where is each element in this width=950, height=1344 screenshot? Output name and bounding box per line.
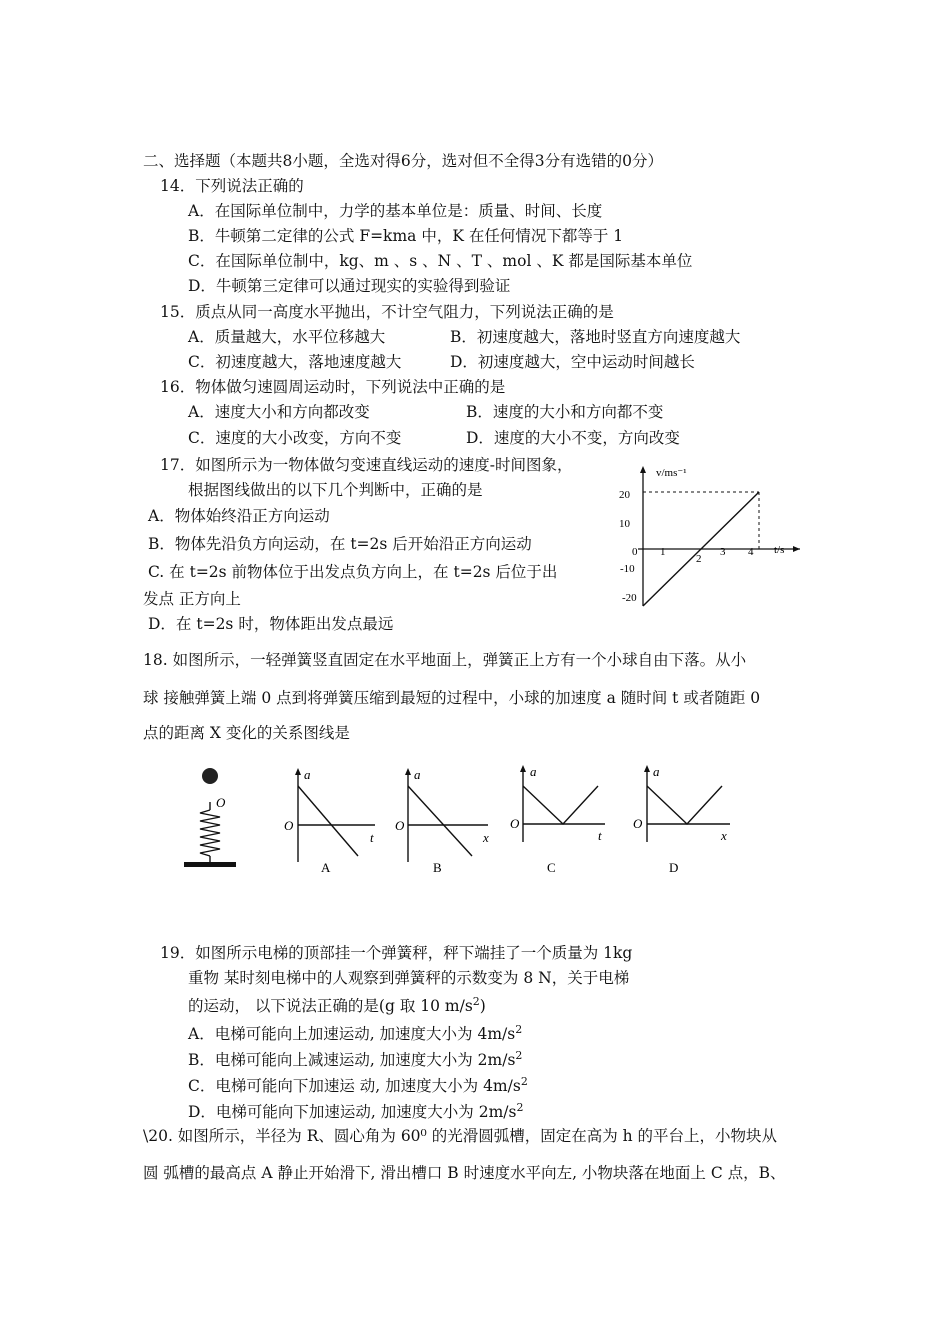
q17-option-c: C. 在 t=2s 前物体位于出发点负方向上，在 t=2s 后位于出 xyxy=(148,563,558,581)
q20-line1: \20. 如图所示，半径为 R、圆心角为 60⁰ 的光滑圆弧槽，固定在高为 h 的平台上，小物块从 xyxy=(143,1127,778,1145)
q16-option-b: B．速度的大小和方向都不变 xyxy=(466,403,664,421)
q15-option-a: A．质量越大，水平位移越大 xyxy=(188,328,386,346)
q19-line3-sup: 2 xyxy=(472,995,480,1008)
q19-option-b xyxy=(188,1050,522,1070)
q18-line3: 点的距离 X 变化的关系图线是 xyxy=(143,724,350,742)
q14-stem: 14．下列说法正确的 xyxy=(160,177,304,195)
vt-tick-x-4: 4 xyxy=(748,546,754,558)
q17-stem-line2: 根据图线做出的以下几个判断中，正确的是 xyxy=(188,481,483,499)
vt-tick-y-10: 10 xyxy=(619,518,630,530)
vt-tick-x-3: 3 xyxy=(720,546,726,558)
q18-line1: 18. 如图所示，一轻弹簧竖直固定在水平地面上，弹簧正上方有一个小球自由下落。从小 xyxy=(143,651,747,669)
graph-d-y-label: a xyxy=(653,764,660,779)
spring-diagram xyxy=(184,768,236,867)
q19-line1: 19．如图所示电梯的顶部挂一个弹簧秤，秤下端挂了一个质量为 1kg xyxy=(160,944,633,962)
q19-option-d xyxy=(188,1102,523,1122)
q14-option-d: D．牛顿第三定律可以通过现实的实验得到验证 xyxy=(188,277,511,295)
q19-line2: 重物 某时刻电梯中的人观察到弹簧秤的示数变为 8 N，关于电梯 xyxy=(188,969,630,987)
graph-c-x-label: t xyxy=(598,828,602,843)
q16-option-a: A．速度大小和方向都改变 xyxy=(188,403,370,421)
q19-option-c-sup: 2 xyxy=(520,1075,528,1088)
vt-tick-y-neg20: -20 xyxy=(622,592,637,604)
graph-b-x-label: x xyxy=(483,830,489,845)
q15-option-d: D．初速度越大，空中运动时间越长 xyxy=(450,353,695,371)
graph-a-letter: A xyxy=(321,860,331,875)
vt-tick-x-2: 2 xyxy=(696,553,702,565)
q17-option-a: A．物体始终沿正方向运动 xyxy=(148,507,330,525)
q19-option-b-text: B．电梯可能向上减速运动, 加速度大小为 2m/s xyxy=(188,1051,516,1069)
graph-d-x-label: x xyxy=(721,828,727,843)
q19-line3 xyxy=(188,996,486,1016)
graph-b-y-label: a xyxy=(414,767,421,782)
graph-a-x-label: t xyxy=(370,830,374,845)
graph-c-origin: O xyxy=(510,816,520,831)
q19-option-b-sup: 2 xyxy=(515,1049,523,1062)
graph-c-y-label: a xyxy=(530,764,537,779)
q19-line3-text: 的运动， 以下说法正确的是(g 取 10 m/s xyxy=(188,997,473,1015)
graph-d-origin: O xyxy=(633,816,643,831)
graph-d-letter: D xyxy=(669,860,679,875)
q14-option-a: A．在国际单位制中，力学的基本单位是：质量、时间、长度 xyxy=(188,202,603,220)
q15-stem: 15．质点从同一高度水平抛出，不计空气阻力，下列说法正确的是 xyxy=(160,303,614,321)
q17-stem-line1: 17．如图所示为一物体做匀变速直线运动的速度-时间图象， xyxy=(160,456,573,474)
q19-option-c-text: C．电梯可能向下加速运 动, 加速度大小为 4m/s xyxy=(188,1077,521,1095)
q14-option-b: B．牛顿第二定律的公式 F=kma 中，K 在任何情况下都等于 1 xyxy=(188,227,624,245)
graph-b-origin: O xyxy=(395,818,405,833)
ball-icon xyxy=(202,768,218,784)
graph-b-letter: B xyxy=(433,860,442,875)
graph-a-origin: O xyxy=(284,818,294,833)
q19-option-a-text: A．电梯可能向上加速运动, 加速度大小为 4m/s xyxy=(188,1025,516,1043)
vt-x-axis-label: t/s xyxy=(774,544,785,556)
velocity-time-graph xyxy=(610,458,810,618)
vt-tick-y-0: 0 xyxy=(632,546,638,558)
q17-option-d: D．在 t=2s 时，物体距出发点最远 xyxy=(148,615,394,633)
q18-line2: 球 接触弹簧上端 0 点到将弹簧压缩到最短的过程中，小球的加速度 a 随时间 t 或者随距 0 xyxy=(143,689,761,707)
q16-stem: 16．物体做匀速圆周运动时，下列说法中正确的是 xyxy=(160,378,506,396)
q19-option-c xyxy=(188,1076,528,1096)
q15-option-c: C．初速度越大，落地速度越大 xyxy=(188,353,402,371)
graph-b xyxy=(405,768,488,862)
spring-acceleration-figure xyxy=(180,762,740,882)
q17-option-c-cont: 发点 正方向上 xyxy=(143,590,241,608)
q16-option-c: C．速度的大小改变，方向不变 xyxy=(188,429,402,447)
q17-option-b: B．物体先沿负方向运动，在 t=2s 后开始沿正方向运动 xyxy=(148,535,532,553)
q19-option-a xyxy=(188,1024,522,1044)
graph-a-y-label: a xyxy=(304,767,311,782)
spring-point-label: O xyxy=(216,795,226,810)
q19-line3-tail: ) xyxy=(479,997,486,1015)
graph-a xyxy=(295,768,375,862)
q19-option-d-text: D．电梯可能向下加速运动, 加速度大小为 2m/s xyxy=(188,1103,517,1121)
spring-icon xyxy=(200,810,220,856)
vt-tick-y-20: 20 xyxy=(619,489,630,501)
q19-option-a-sup: 2 xyxy=(515,1023,523,1036)
q20-line2: 圆 弧槽的最高点 A 静止开始滑下, 滑出槽口 B 时速度水平向左, 小物块落在地面上 C 点，B、 xyxy=(143,1164,786,1182)
q15-option-b: B．初速度越大，落地时竖直方向速度越大 xyxy=(450,328,741,346)
vt-y-axis-label: v/ms⁻¹ xyxy=(656,467,687,479)
vt-tick-x-1: 1 xyxy=(660,546,666,558)
vt-tick-y-neg10: -10 xyxy=(620,563,635,575)
q16-option-d: D．速度的大小不变，方向改变 xyxy=(466,429,680,447)
q14-option-c: C．在国际单位制中，kg、m 、s 、N 、T 、mol 、K 都是国际基本单位 xyxy=(188,252,693,270)
q19-option-d-sup: 2 xyxy=(516,1101,524,1114)
graph-c-letter: C xyxy=(547,860,556,875)
section-heading: 二、选择题（本题共8小题，全选对得6分，选对但不全得3分有选错的0分） xyxy=(143,152,663,170)
